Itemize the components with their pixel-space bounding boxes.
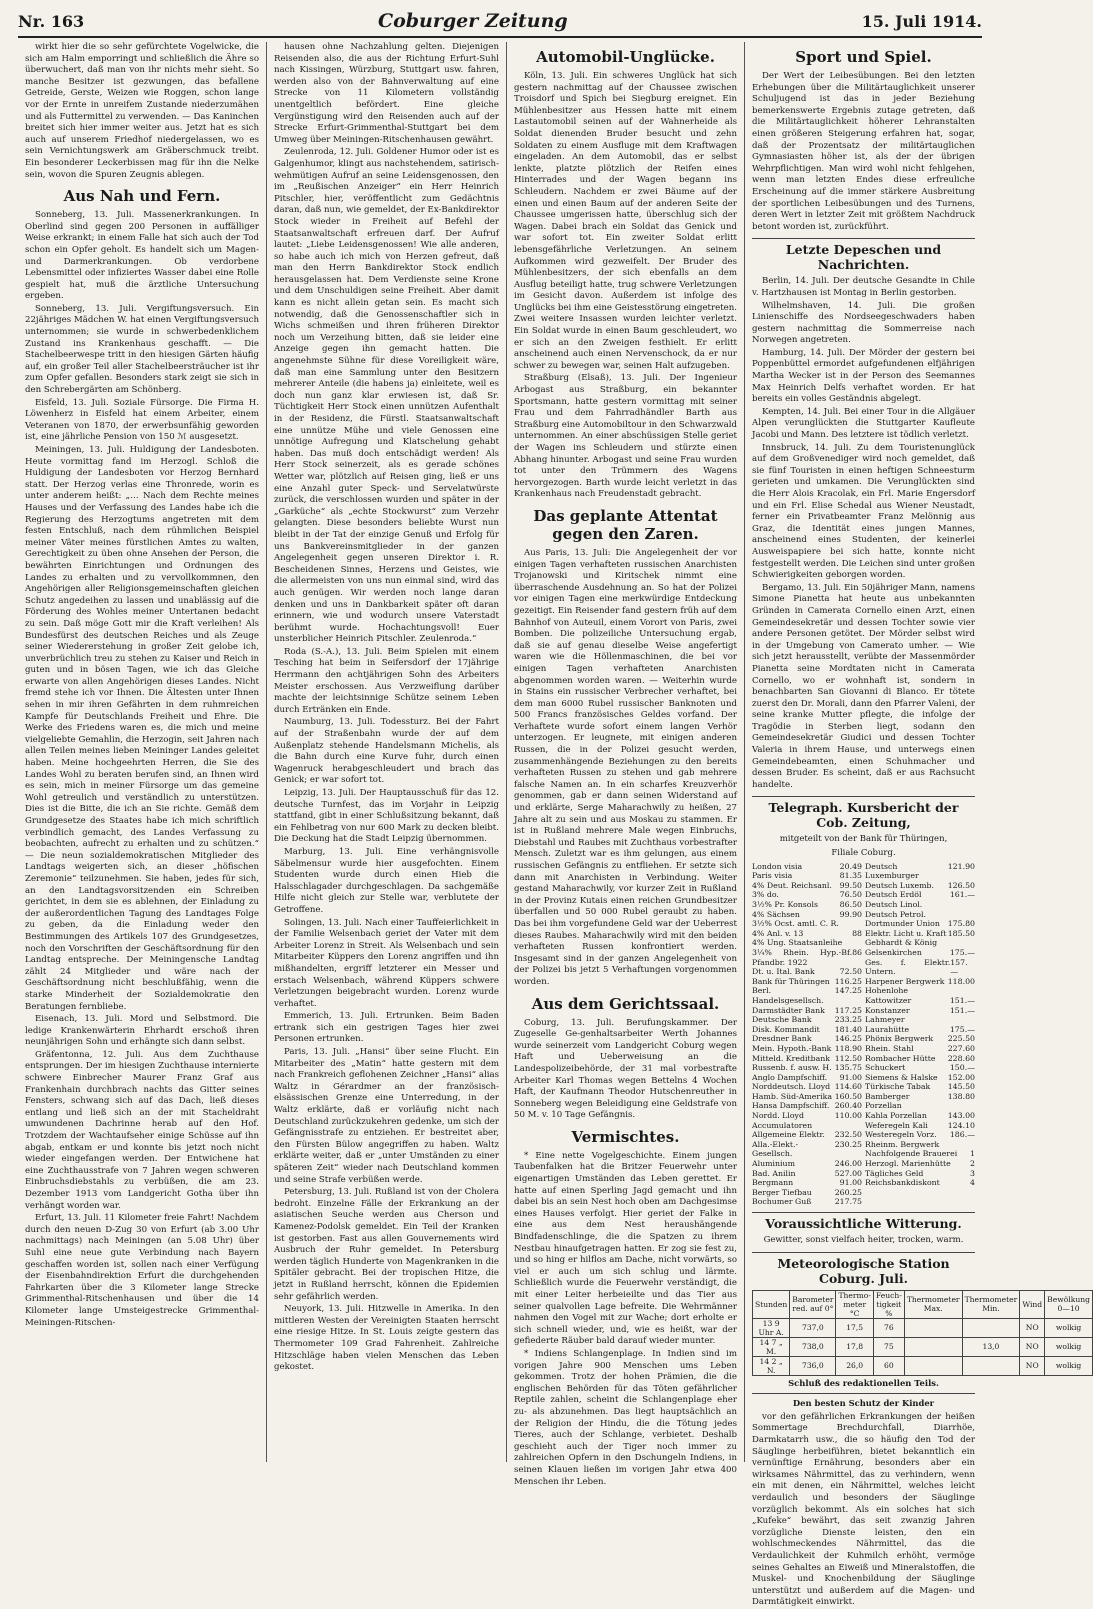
article-text: Petersburg, 13. Juli. Rußland ist von der Cholera bedroht. Einzelne Fälle der Erkrankung an der asiatischen Seuche werden aus Cherson und Kamenez-Podolsk gemeldet. Ein Teil der Kranken ist gestorben. Fast aus allen Gouvernements wird Ausbruch der Ruhr gemeldet. In Petersburg werden täglich Hunderte von Magenkranken in die Spitäler gebracht. Bei der tropischen Hitze, die jetzt in Rußland herrscht, können die Epidemien sehr gefährlich werden. [274,1187,499,1302]
stock-row [752,881,862,891]
stock-name: Bochumer Guß [752,1197,812,1207]
stock-price: 527.00 [834,1168,862,1178]
weather-cell: 14 2 „ N. [753,1356,790,1375]
stock-row [865,1121,975,1131]
stock-name: Bank für Thüringen [752,976,830,986]
stock-name: Hohenlohe [865,986,908,996]
stock-price: 246.00 [834,1159,862,1169]
stock-row [752,967,862,977]
stock-name: Konstanzer [865,1005,910,1015]
article-text: Aus Paris, 13. Juli: Die Angelegenheit der vor einigen Tagen verhafteten russischen Anarchisten Trojanowski und Kiritschek nimmt eine überraschende Ausdehnung an. So hat der Polizei vor einigen Tagen eine merkwürdige Entdeckung gezeitigt. Ein Reisender fand gestern früh auf dem Bahnhof von Auteuil, einem Vorort von Paris, zwei Bomben. Die polizeiliche Untersuchung ergab, daß sie auf genau dieselbe Weise angefertigt waren wie die Höllenmaschinen, die bei vor einigen Tagen verhafteten Anarchisten abgenommen worden waren. — Weiterhin wurde in Stains ein russischer Verbrecher verhaftet, bei dem man 6000 Rubel russischer Banknoten und 500 Francs französisches Geldes vorfand. Der Verhaftete wurde sofort einem langen Verhör unterzogen. Er leugnete, mit einigen anderen Russen, die in der Polizei gesucht werden, zusammenhängende Beziehungen zu den bereits verhafteten Russen zu stehen und gab mehrere falsche Namen an. In ein scharfes Kreuzverhör genommen, gab er dann seinen Widerstand auf und erklärte, Serge Maharachwily zu heißen, 27 Jahre alt zu sein und aus Moskau zu stammen. Er ist in Rußland mehrere Male wegen Einbruchs, Diebstahl und Raubes mit Zuchthaus vorbestrafter Mensch. Zuletzt war es ihm gelungen, aus einem russischen Gefängnis zu entfliehen. Er setzte sich dann mit Anarchisten in Verbindung. Weiter gestand Maharachwily, vor kurzer Zeit in Rußland in der Provinz Kutais einen reichen Grundbesitzer überfallen und 50 000 Rubel geraubt zu haben. Das bei ihm vorgefundene Geld war der Ueberrest dieses Raubes. Maharachwily wird mit den beiden verhafteten Russen konfrontiert werden. Insgesamt sind in der ganzen Angelegenheit von der Polizei bis jetzt 5 Verhaftungen vorgenommen worden. [514,547,737,987]
stock-row [865,1063,975,1073]
stock-name: Laurahütte [865,1024,910,1034]
stock-name: Deutsch Luxemb. [865,880,934,890]
weather-cell: NO [1020,1318,1045,1337]
article-text: Innsbruck, 14. Juli. Zu dem Touristenunglück auf dem Großvenediger wird noch gemeldet, daß sie fünf Touristen in einen heftigen Schneesturm gerieten und umkamen. Die Verunglückten sind die Herr Alois Kracolak, ein Frl. Marie Engersdorf und ein Frl. Elise Schedal aus Wiener Neustadt, ferner ein Privatbeamter Franz Melönnig aus Graz, die Identität eines jungen Mannes, anscheinend eines Studenten, der keinerlei Ausweispapiere bei sich hatte, konnte nicht festgestellt werden. Die Leichen sind unter großen Schwierigkeiten geborgen worden. [752,442,975,581]
stock-price: 145.50 [947,1082,975,1092]
page-number: Nr. 163 [18,11,85,31]
stock-row [752,1006,862,1016]
stock-price: 20.49 [839,861,862,871]
article-text: Wilhelmshaven, 14. Juli. Die großen Linienschiffe des Nordseegeschwaders haben gestern nachmittag die Sommerreise nach Norwegen angetreten. [752,300,975,346]
weather-cell: wolkig [1045,1337,1093,1356]
section-heading: Automobil-Unglücke. [536,48,715,66]
stock-row [752,948,862,967]
columns [18,42,1090,1608]
stock-row [865,986,975,996]
stock-row [865,890,975,900]
stock-name: Mein. Hypoth.-Bank [752,1043,832,1053]
weather-cell: 736,0 [790,1356,836,1375]
stock-price: 181.40 [834,1024,862,1034]
weather-cell [962,1318,1020,1337]
stock-report-heading: Telegraph. Kursbericht der Cob. Zeitung, [752,796,975,830]
divider [752,1393,975,1394]
stock-row [865,1025,975,1035]
section-heading: Das geplante Attentat gegen den Zaren. [533,506,718,543]
stock-name: 4% Ung. Staatsanleihe [752,938,843,948]
stock-name: Rhein. Stahl [865,1043,914,1053]
stock-report-subtitle: mitgeteilt von der Bank für Thüringen, [779,834,948,845]
stock-name: Bergmann [752,1178,794,1188]
section-heading: Aus Nah und Fern. [63,187,221,206]
stock-name: 3½% Pr. Konsols [752,900,818,909]
stock-name: Rombacher Hütte [865,1053,936,1063]
weather-cell: 14 7 „ M. [753,1337,790,1356]
stock-name: Dortmunder Union [865,919,940,929]
stock-row [752,1159,862,1169]
stock-row [865,958,975,977]
stock-row [752,1025,862,1035]
stock-price: 143.00 [947,1111,975,1121]
masthead [18,6,982,36]
stock-price: 118.00 [947,976,975,986]
article-text: Erfurt, 13. Juli. 11 Kilometer freie Fahrt! Nachdem durch den neuen D-Zug 30 von Erfurt (ab 3.00 Uhr nachmittags) nach Meiningen (an 5.08 Uhr) über Suhl eine neue gute Verbindung nach Bayern geschaffen worden ist, sollen nach einer Verfügung der Eisenbahndirektion Erfurt die durchgehenden Fahrkarten über die 3 Kilometer lange Strecke Grimmenthal-Ritschenhausen und über die 14 Kilometer lange Umsteigestrecke Grimmenthal-Meiningen-Ritschen- [25,1213,259,1328]
stock-row [865,1054,975,1064]
stock-row [752,1121,862,1131]
stock-price: 110.00 [834,1111,862,1121]
weather-table-header [753,1290,1093,1318]
stock-name: Hamb. Süd-Amerika [752,1091,833,1101]
stock-row [865,1178,975,1188]
masthead-rule [18,36,982,38]
article-text: Hamburg, 14. Juli. Der Mörder der gestern bei Poppenbüttel ermordet aufgefundenen elfjährigen Martha Wecker ist in der Person des Seemannes Max Heinrich Delfs verhaftet worden. Er hat bereits ein volles Geständnis abgelegt. [752,347,975,405]
weather-cell [904,1337,962,1356]
stock-price: 86 [852,947,862,957]
weather-cell: 13 9 Uhr A. [753,1318,790,1337]
article-text: * Indiens Schlangenplage. In Indien sind im vorigen Jahre 900 Menschen ums Leben gekommen. Trotz der hohen Prämien, die die englischen Behörden für das Töten gefährlicher Reptile zahlen, scheint die Schlangenplage eher zu- als abzunehmen. Das liegt hauptsächlich an der Religion der Hindu, die die Tötung jedes Tieres, auch der Schlange, verbietet. Deshalb geschieht auch der Tiger noch immer zu zahlreichen Opfern in den Dschungeln Indiens, in seinen Klauen ließen im vorigen Jahr etwa 400 Menschen ihr Leben. [514,1348,737,1487]
article-text: wirkt hier die so sehr gefürchtete Vogelwicke, die sich am Halm emporringt und schließlich die Ähre so überwuchert, daß man von ihr nichts mehr sieht. So manche Besitzer ist gezwungen, das befallene Getreide, Gerste, Weizen wie Roggen, schon lange vor der Ernte in unreifem Zustande niederzumähen und als Futtermittel zu verwenden. — Das Kaninchen breitet sich hier immer weiter aus. Jetzt hat es sich auch auf unserem Friedhof niedergelassen, wo es sein Vernichtungswerk am Gräberschmuck treibt. Ein besonderer Leckerbissen mag für ihn die Nelke sein, wovon die Spuren Zeugnis ablegen. [25,42,259,180]
article-text: Paris, 13. Juli. „Hansi“ über seine Flucht. Ein Mitarbeiter des „Matin“ hatte gestern mit dem nach Frankreich geflohenen Zeichner „Hansi“ alias Waltz in Gérardmer an der französisch-elsässischen Grenze eine Unterredung, in der Waltz erklärte, daß er vorläufig nicht nach Deutschland zurückzukehren gedenke, um sich der Gefängnisstrafe zu entziehen. Er bestreitet aber, den Fürsten Bülow angegriffen zu haben. Waltz erklärte weiter, daß er „unter Umständen zu einer späteren Zeit“ wieder nach Deutschland kommen und seine Strafe verbüßen werde. [274,1047,499,1185]
stock-row [752,929,862,939]
weather-cell [904,1318,962,1337]
stock-name: London visia [752,861,803,871]
stock-price: 91.00 [839,1072,862,1082]
weather-row [753,1337,1093,1356]
weather-cell: wolkig [1045,1318,1093,1337]
stock-name: Accumulatoren [752,1120,813,1130]
stock-name: Nachfolgende Brauerei [865,1149,958,1159]
editorial-end-note: Schluß des redaktionellen Teils. [788,1377,939,1388]
stock-row [865,977,975,987]
stock-row [865,929,975,939]
weather-column-header: Barometer red. auf 0° [790,1290,836,1318]
article-text: Eisfeld, 13. Juli. Soziale Fürsorge. Die Firma H. Löwenherz in Eisfeld hat einem Arbeiter, einem Veteranen von 1870, der erwerbsunfähig geworden ist, eine jährliche Pension von 150 ℳ ausgesetzt. [25,397,259,443]
stock-row [865,1159,975,1169]
weather-table-body [753,1318,1093,1375]
article-text: Eisenach, 13. Juli. Mord und Selbstmord. Die ledige Krankenwärterin Ehrhardt erschoß ihren neunjährigen Sohn und erhängte sich dann selbst. [25,1014,259,1048]
stock-name: Schuckert [865,1063,906,1073]
stock-row [752,1188,862,1198]
stock-row [865,1034,975,1044]
stock-report-table [752,862,975,1207]
stock-row [752,938,862,948]
stock-name: Nordd. Lloyd [752,1111,804,1121]
column-3 [506,42,744,1487]
section-heading: Vermischtes. [571,1127,680,1146]
stock-name: Herzogl. Marienhütte [865,1159,951,1169]
stock-price: 1 [970,1149,975,1159]
weather-column-header: Thermometer Max. [904,1290,962,1318]
stock-row [752,1130,862,1140]
stock-price: 186.— [949,1130,975,1140]
stock-name: Tägliches Geld [865,1168,924,1178]
stock-price: 135.75 [834,1063,862,1073]
stock-price: 2 [970,1159,975,1169]
stock-price: 121.90 [947,861,975,871]
stock-price: 88 [852,928,862,938]
stock-name: Elektr. Licht u. Kraft [865,928,947,938]
weather-forecast: Gewitter, sonst vielfach heiter, trocken, warm. [763,1235,964,1245]
weather-cell: NO [1020,1337,1045,1356]
section-heading: Sport und Spiel. [795,48,932,66]
column-1 [18,42,266,1462]
stock-price: 114.60 [834,1082,862,1092]
article-text: Sonneberg, 13. Juli. Massenerkrankungen. In Oberlind sind gegen 200 Personen in auffälliger Weise erkrankt; in einem Falle hat sich auch der Tod schon ein Opfer geholt. Es handelt sich um Magen- und Darmerkrankungen. Ob verdorbene Lebensmittel oder infiziertes Wasser dabei eine Rolle gespielt hat, muß die ärztliche Untersuchung ergeben. [25,210,259,302]
stock-price: 151.— [949,1005,975,1015]
stock-price: 227.60 [947,1043,975,1053]
section-heading: Aus dem Gerichtssaal. [531,994,720,1013]
stock-row [865,862,975,881]
stock-price: 260.40 [834,1101,862,1111]
stock-row [752,1169,862,1179]
article-text: Emmerich, 13. Juli. Ertrunken. Beim Baden ertrank sich ein gestrigen Tages hier zwei Personen ertrunken. [274,1011,499,1045]
article-text: Marburg, 13. Juli. Eine verhängnisvolle Säbelmensur wurde hier ausgefochten. Einem Studenten wurde durch einen Hieb die Halsschlagader durchgeschlagen. Da sachgemäße Hilfe nicht gleich zur Stelle war, verblutete der Getroffene. [274,846,499,915]
stock-price: 72.50 [839,967,862,977]
stock-price: 232.50 [834,1130,862,1140]
article-text: Leipzig, 13. Juli. Der Hauptausschuß für das 12. deutsche Turnfest, das im Vorjahr in Leipzig stattfand, gibt in einer Schlußsitzung bekannt, daß ein Fehlbetrag von nur 600 Mark zu decken bleibt. Die Deckung hat die Stadt Leipzig übernommen. [274,788,499,845]
weather-column-header: Wind [1020,1290,1045,1318]
stock-price: 175.— [949,1024,975,1034]
stock-price: 146.25 [834,1034,862,1044]
stock-row [865,1140,975,1150]
stock-row [752,986,862,1005]
stock-row [865,996,975,1006]
article-text: Naumburg, 13. Juli. Todessturz. Bei der Fahrt auf der Straßenbahn wurde der auf dem Außenplatz stehende Handelsmann Michelis, als die Bahn durch eine Kurve fuhr, durch einen Wagenruck herabgeschleudert und brach das Genick; er war sofort tot. [274,717,499,786]
stock-name: Alla.-Elekt.-Gesellsch. [752,1139,799,1159]
stock-name: Disk. Kommandit [752,1024,820,1034]
stock-row [865,1044,975,1054]
stock-price: 228.60 [947,1053,975,1063]
stock-name: Deutsche Bank [752,1015,812,1025]
stock-price: 112.50 [834,1053,862,1063]
weather-column-header: Bewölkung 0—10 [1045,1290,1093,1318]
article-text: Berlin, 14. Juli. Der deutsche Gesandte in Chile v. Hartzhausen ist Montag in Berlin gestorben. [752,276,975,298]
stock-row [752,1178,862,1188]
weather-cell: 17,8 [836,1337,873,1356]
stock-price: 175.80 [947,919,975,929]
stock-row [752,977,862,987]
stock-row [752,1063,862,1073]
stock-name: Türkische Tabak [865,1082,931,1092]
stock-price: 118.90 [834,1043,862,1053]
stock-price: 230.25 [834,1139,862,1149]
stock-price: 233.25 [834,1015,862,1025]
weather-column-header: Thermo-meter °C [836,1290,873,1318]
stock-name: Darmstädter Bank [752,1005,825,1015]
stock-row [865,1149,975,1159]
issue-date: 15. Juli 1914. [861,11,982,31]
stock-name: Bad. Anilin [752,1168,796,1178]
stock-row [752,1111,862,1121]
stock-name: Deutsch Petrol. [865,909,926,919]
article-text: Bergamo, 13. Juli. Ein 50jähriger Mann, namens Simone Pianetta hat heute aus unbekannten Gründen in Camerata Cornello einen Arzt, einen Gemeindesekretär und dessen Tochter sowie vier andere Personen getötet. Der Mörder selbst wird in der Umgebung von Camerato umher. — Wie sich jetzt herausstellt, verübte der Massenmörder Pianetta seine Mordtaten nicht in Camerata Cornello, wo er wohnhaft ist, sondern in benachbarten San Giovanni di Blanco. Er tötete zuerst den Dr. Morali, dann den Pfarrer Valeni, der seine kranke Mutter pflegte, die infolge der Tragödie in Sterben liegt, sodann den Gemeindesekretär Giudici und dessen Tochter Valeria in ihrem Hause, und unterwegs einen Gemeindebeamten, einen Schuhmacher und dessen Bruder. Es scheint, daß er aus Rachsucht handelte. [752,582,975,790]
stock-row [865,938,975,948]
stock-name: Norddeutsch. Lloyd [752,1082,831,1092]
stock-name: Rheinm. Bergwerk [865,1139,940,1149]
article-text: Roda (S.-A.), 13. Juli. Beim Spielen mit einem Tesching hat beim in Seifersdorf der 17jährige Herrmann den achtjährigen Sohn des Arbeiters Meister erschossen. Aus Verzweiflung darüber machte der leichtsinnige Schütze seinem Leben durch Ertränken ein Ende. [274,646,499,715]
advert-text: vor den gefährlichen Erkrankungen der heißen Sommertage Brechdurchfall, Diarrhöe, Darmkatarrh usw., die so häufig den Tod der Säuglinge herbeiführen, bietet bekanntlich ein vernünftige Ernährung, besonders aber ein wirksames Nährmittel, das zu verhindern, wenn ein mit denen, ein Nährmittel, welches leicht verdaulich und besonders der Säuglinge vorzüglich bekommt. Als ein solches hat sich „Kufeke“ bewährt, das seit zwanzig Jahren vorzügliche Dienste leisten, den ein wohlschmeckendes Nährmittel, das die Verdaulichkeit der Kuhmilch erhöht, vermöge seines Gehaltes an Eiweiß und Mineralstoffen, die Muskel- und Knochenbildung der Säuglinge unterstützt und außerdem auf die Magen- und Darmtätigkeit einwirkt. [752,1411,975,1608]
stock-price: 126.50 [947,880,975,890]
stock-name: Mitteld. Kreditbank [752,1053,830,1063]
stock-list-left [752,862,862,1207]
article-text: Kempten, 14. Juli. Bei einer Tour in die Allgäuer Alpen verunglückten die Stuttgarter Kaufleute Jacobi und Mann. Des letztere ist tödlich verletzt. [752,406,975,441]
weather-cell: 17,5 [836,1318,873,1337]
section-heading: Meteorologische Station Coburg. Juli. [752,1252,975,1286]
stock-row [865,1073,975,1083]
stock-name: Ges. f. Elektr. Untern. [865,957,951,977]
article-text: * Eine nette Vogelgeschichte. Einem jungen Taubenfalken hat die Britzer Feuerwehr unter eigenartigen Umständen das Leben gerettet. Er hatte auf einen Sperling Jagd gemacht und ihn dabei bis an sein Nest hoch oben am Dachgesimse eines Hauses verfolgt. Hier geriet der Falke in eine aus dem Nest heraushängende Bindfadenschlinge, die die Spatzen zu ihrem Nestbau hinaufgetragen hatten. Er zog sie fest zu, und so hing er hilflos am Dache, nicht vorwärts, so viel er auch um sich schlug und lärmte. Schließlich wurde die Feuerwehr verständigt, die mit einer Leiter herbeieilte und das Tier aus seiner qualvollen Lage befreite. Die Wehrmänner nahmen den Vogel mit zur Wache; dort erholte er sich schnell wieder, und, wie es heißt, war der gefiederte Räuber bald darauf wieder munter. [514,1150,737,1347]
stock-price: 116.25 [834,976,862,986]
stock-name: Dresdner Bank [752,1034,812,1044]
stock-name: Reichsbankdiskont [865,1178,940,1188]
stock-row [752,871,862,881]
article-text: Sonneberg, 13. Juli. Vergiftungsversuch. Ein 22jähriges Mädchen W. hat einen Vergiftungsversuch unternommen; sie wurde in schwerbedenklichem Zustand ins Krankenhaus geschafft. — Die Stachelbeerwespe tritt in den hiesigen Gärten häufig auf, ein großer Teil aller Stachelbeersträucher ist ihr zum Opfer gefallen. Besonders stark zeigt sie sich in den Schrebergärten am Schönberg. [25,303,259,396]
stock-price: 86.50 [839,900,862,909]
stock-name: Lahmeyer [865,1015,905,1025]
column-2 [266,42,506,1462]
weather-cell: 738,0 [790,1337,836,1356]
column-4 [744,42,1090,1608]
weather-cell [962,1356,1020,1375]
stock-price: 152.00 [947,1072,975,1082]
stock-name: Kattowitzer [865,995,912,1005]
stock-name: Bamberger Porzellan [865,1091,910,1111]
article-text: Köln, 13. Juli. Ein schweres Unglück hat sich gestern nachmittag auf der Chaussee zwischen Troisdorf und Spich bei Siegburg ereignet. Ein Mühlenbesitzer aus Hessen hatte mit einem Lastautomobil seinen auf der Wahnerheide als Soldat dienenden Bruder besucht und zehn Soldaten zu einem Ausfluge mit dem Kraftwagen eingeladen. An dem Automobil, das er selbst lenkte, platzte plötzlich der Reifen eines Hinterrades und der Wagen begann ins Schleudern. Nachdem er zwei Bäume auf der einen und einen Baum auf der anderen Seite der Chaussee umgerissen hatte, überschlug sich der Wagen. Dabei brach ein Soldat das Genick und war sofort tot. Ein zweiter Soldat erlitt lebensgefährliche Verletzungen. An seinem Aufkommen wird gezweifelt. Der Bruder des Mühlenbesitzers, der sich ebenfalls an dem Ausflug beteiligt hatte, trug schwere Verletzungen im Gesicht davon. Außerdem ist infolge des Unglücks bei ihm eine Geistesstörung eingetreten. Zwei weitere Insassen wurden leichter verletzt. Ein Soldat wurde in einen Baum geschleudert, wo er sich an den Zweigen festhielt. Er erlitt anscheinend auch einen Nervenschock, da er nur schwer zu bewegen war, seinen Halt aufzugeben. [514,71,737,371]
article-text: hausen ohne Nachzahlung gelten. Diejenigen Reisenden also, die aus der Richtung Erfurt-Suhl nach Kissingen, Würzburg, Stuttgart usw. fahren, werden also von der Bahnverwaltung auf eine Strecke von 11 Kilometern vollständig unentgeltlich befördert. Eine gleiche Vergünstigung wird den Reisenden auch auf der Strecke Erfurt-Grimmenthal-Stuttgart bei dem Umweg über Meiningen-Ritschenhausen gewährt. [274,42,499,145]
stock-name: Deutsch Erdöl [865,890,922,900]
stock-row [752,1015,862,1025]
article-text: Straßburg (Elsaß), 13. Juli. Der Ingenieur Arbogast aus Straßburg, ein bekannter Sportsmann, hatte gestern vormittag mit seiner Frau und dem Fahrradhändler Barth aus Straßburg eine Automobiltour in den Schwarzwald unternommen. An einer abschüssigen Stelle geriet der Wagen ins Schleudern und stürzte einen Abhang hinunter. Arbogast und seine Frau wurden tot unter den Trümmern des Wagens hervorgezogen. Barth wurde leicht verletzt in das Krankenhaus nach Freudenstadt gebracht. [514,373,737,500]
stock-row [752,1054,862,1064]
section-heading: Voraussichtliche Witterung. [752,1212,975,1231]
stock-row [865,900,975,910]
stock-price: 175.— [949,947,975,957]
stock-name: Westeregeln Vorz. [865,1130,937,1140]
stock-name: Berger Tiefbau [752,1187,812,1197]
stock-price: 151.— [949,995,975,1005]
stock-row [865,910,975,920]
stock-name: 3% do. [752,890,779,900]
stock-price: 81.35 [839,871,862,881]
stock-price: 99.50 [839,880,862,890]
stock-price: 76.50 [839,890,862,900]
stock-row [752,1073,862,1083]
weather-row [753,1356,1093,1375]
stock-row [752,1082,862,1092]
stock-row [752,1034,862,1044]
stock-price: 91.00 [839,1178,862,1188]
stock-row [752,1092,862,1102]
article-text: Neuyork, 13. Juli. Hitzwelle in Amerika. In den mittleren Westen der Vereinigten Staaten herrscht eine riesige Hitze. In St. Louis zeigte gestern das Thermometer 109 Grad Fahrenheit. Zahlreiche Hitzschläge haben vielen Menschen das Leben gekostet. [274,1304,499,1373]
weather-cell: 76 [873,1318,904,1337]
advert-heading: Den besten Schutz der Kinder [792,1398,935,1409]
stock-price: 260.25 [834,1187,862,1197]
stock-name: Kahla Porzellan [865,1111,927,1121]
article-text: Gräfentonna, 12. Juli. Aus dem Zuchthause entsprungen. Der im hiesigen Zuchthause internierte schwere Einbrecher Maurer Franz Graf aus Frankenhain durchbrach nachts das Gitter seines Fensters, schwang sich auf das Dach, ließ dieses entlang und ließ sich an der mit Stacheldraht umwundenen Dachrinne herab auf den Hof. Trotzdem der Wachtaufseher einige Schüsse auf ihn abgab, entkam er und konnte bis jetzt noch nicht wieder eingefangen werden. Der Entwichene hat eine Zuchthausstrafe von 7 Jahren wegen schweren Einbruchsdiebstahls zu verbüßen, die am 23. Dezember 1913 vom Landgericht Gotha über ihn verhängt worden war. [25,1049,259,1211]
stock-price: 185.50 [947,928,975,938]
stock-name: Gelsenkirchen [865,947,922,957]
stock-name: 3¼% Rhein. Hyp.-Bf. Pfandbr. 1922 [752,947,853,967]
weather-row [753,1318,1093,1337]
section-heading: Letzte Depeschen und Nachrichten. [752,238,975,272]
stock-row [865,1015,975,1025]
stock-name: Berl. Handelsgesellsch. [752,986,824,1005]
stock-name: Weferegeln Kali [865,1120,928,1130]
stock-price: 160.50 [834,1091,862,1101]
stock-price: 99.90 [839,909,862,919]
weather-cell: 26,0 [836,1356,873,1375]
stock-price: 138.80 [947,1091,975,1101]
stock-name: Russenb. f. ausw. H. [752,1063,832,1073]
weather-column-header: Stunden [753,1290,790,1318]
weather-cell: 737,0 [790,1318,836,1337]
stock-name: Aluminium [752,1159,795,1169]
stock-row [865,1169,975,1179]
stock-row [865,1130,975,1140]
stock-row [865,1082,975,1092]
stock-row [752,890,862,900]
stock-name: Paris visia [752,871,793,881]
stock-price: 217.75 [834,1197,862,1207]
stock-row [752,910,862,920]
stock-row [865,948,975,958]
stock-row [865,919,975,929]
weather-column-header: Thermometer Min. [962,1290,1020,1318]
weather-cell: 60 [873,1356,904,1375]
stock-name: 4% Sächsen [752,909,800,919]
stock-row [752,900,862,910]
stock-name: Allgemeine Elektr. [752,1130,825,1140]
stock-price: 161.— [949,890,975,900]
stock-row [752,919,862,929]
newspaper-name: Coburger Zeitung [377,10,568,32]
weather-cell: wolkig [1045,1356,1093,1375]
stock-price: 147.25 [834,986,862,996]
stock-row [865,881,975,891]
stock-list-right [865,862,975,1207]
stock-row [752,1044,862,1054]
stock-price: 225.50 [947,1034,975,1044]
stock-name: Siemens & Halske [865,1072,938,1082]
weather-cell [904,1356,962,1375]
stock-row [865,1092,975,1111]
stock-price: 150.— [949,1063,975,1073]
stock-price: 3 [970,1168,975,1178]
stock-name: Hansa Dampfschiff. [752,1101,830,1111]
stock-name: Deutsch Luxemburger [865,861,919,881]
stock-name: Harpener Bergwerk [865,976,945,986]
weather-cell: 13,0 [962,1337,1020,1356]
stock-row [865,1111,975,1121]
stock-report-subtitle: Filiale Coburg. [831,848,896,859]
stock-row [752,1140,862,1159]
weather-table [752,1290,1093,1376]
stock-name: Deutsch Linol. [865,900,923,909]
stock-row [865,1006,975,1016]
stock-name: 3½% Ocst. amtl. C. R. [752,919,839,929]
weather-column-header: Feuch-tigkeit % [873,1290,904,1318]
weather-cell: 75 [873,1337,904,1356]
article-text: Der Wert der Leibesübungen. Bei den letzten Erhebungen über die Militärtauglichkeit unserer Schuljugend ist das in jeder Beziehung bemerkenswerte Ergebnis zutage getreten, daß die Militärtauglichkeit höherer Lehranstalten einen größeren Steigerung erfahren hat, sogar, daß der Prozentsatz der militärtauglichen Gymnasiasten höher ist, als der der übrigen Wehrpflichtigen. Man wird wohl nicht fehlgehen, wenn man letzten Endes diese erfreuliche Erscheinung auf die immer stärkere Ausbreitung der sportlichen Leibesübungen und des Turnens, deren Wert in letzter Zeit mit größtem Nachdruck betont worden ist, zurückführt. [752,71,975,232]
article-text: Solingen, 13. Juli. Nach einer Tauffeierlichkeit in der Familie Welsenbach geriet der Vater mit dem Arbeiter Lorenz in Streit. Als Welsenbach und sein Mitarbeiter Küppers den Lorenz angriffen und ihn mißhandelten, ergriff letzterer ein Messer und erstach Welsenbach, während Küppers schwere Verletzungen beigebracht wurden. Lorenz wurde verhaftet. [274,917,499,1009]
article-text: Coburg, 13. Juli. Berufungskammer. Der Zugeselle Ge-genhaltsarbeiter Werth Johannes wurde seinerzeit vom Landgericht Coburg wegen Haft und Ueberweisung an die Landespolizeibehörde, der 31 mal vorbestrafte Arbeiter Karl Thomas wegen Bettelns 4 Wochen Haft, der Kaufmann Theodor Hutschenreuther in Sonneberg wegen Beleidigung eine Geldstrafe von 50 M. v. 10 Tage Gefängnis. [514,1017,737,1121]
stock-name: Dt. u. Ital. Bank [752,967,815,977]
stock-price: 4 [970,1178,975,1188]
weather-cell: NO [1020,1356,1045,1375]
stock-name: Phönix Bergwerk [865,1034,934,1044]
stock-price: 157.— [950,957,968,977]
article-text: Meiningen, 13. Juli. Huldigung der Landesboten. Heute vormittag fand im Herzogl. Schloß die Huldigung der Landesboten vor Herzog Bernhard statt. Der Herzog verlas eine Thronrede, worin es unter anderem heißt: „… Nach dem Rechte meines Hauses und der Verfassung des Landes habe ich die Regierung des Herzogtums angetreten mit dem festen Entschluß, nach dem rühmlichen Beispiel meiner Väter meines fürstlichen Amtes zu walten, Gerechtigkeit zu üben ohne Ansehen der Person, die bewährten Einrichtungen und Ordnungen des Landes zu erhalten und zu vervollkommnen, den Angehörigen aller Religionsgemeinschaften gleichen Schutz angedeihen zu lassen und unablässig auf die Förderung des Wohles meiner Untertanen bedacht zu sein. Daß möge Gott mir die Kraft verleihen! Als Bundesfürst des deutschen Reiches und als Zeuge seiner Wiedererstehung in großer Zeit gelobe ich, unverbrüchlich treu zu stehen zu Kaiser und Reich in guten und in bösen Tagen, wie ich das Gleiche erwarte von allen Angehörigen dieses Landes. Nicht fremd stehe ich vor Ihnen. Die Ältesten unter Ihnen sehen in mir ihren Gefährten in dem ruhmreichen Kampfe für Deutschlands Freiheit und Ehre. Die Werke des Friedens waren es, die mich und meine vielgeliebte Gemahlin, die Herzogin, seit Jahren nach allen Teilen meines lieben Meininger Landes geleitet haben. Meine hochgeehrten Herren, die Sie des Landes Wohl zu beraten berufen sind, an Ihnen wird es sein, mich in meiner Fürsorge um das gemeine Wohl getreulich und verständlich zu unterstützen. Dies ist die Bitte, die ich an Sie richte. Gemäß dem Grundgesetze des Staates habe ich mich schriftlich verbindlich gemacht, des Landes Verfassung zu beobachten, aufrecht zu erhalten und zu schützen.“ — Die neun sozialdemokratischen Mitglieder des Landtags weigerten sich, an dieser „höfischen Zeremonie“ teilzunehmen. Sie haben, jedes für sich, an den Landtagsvorsitzenden ein Schreiben gerichtet, in dem sie es ablehnen, der Einladung zu der außerordentlichen Tagung des Landtages Folge zu geben, da die Einladung weder den Bestimmungen des Artikels 107 des Grundgesetzes, noch den Vorschriften der Geschäftsordnung für den Landtag entspreche. Der Meiningensche Landtag zählt 24 Mitglieder und wäre nach der Geschäftsordnung nicht beschlußfähig, wenn die starke Minderheit der Sozialdemokratie den Beratungen fernbliebe. [25,445,259,1012]
stock-name: Anglo Dampfschiff. [752,1072,828,1082]
stock-row [752,1197,862,1207]
stock-name: 4% Deut. Reichsanl. [752,880,832,890]
stock-price: 117.25 [834,1005,862,1015]
stock-row [752,1101,862,1111]
stock-price: 124.10 [947,1120,975,1130]
stock-row [752,862,862,872]
stock-name: Gebhardt & König [865,938,938,948]
stock-name: 4% Anl. v. 13 [752,928,804,938]
article-text: Zeulenroda, 12. Juli. Goldener Humor oder ist es Galgenhumor, klingt aus nachstehendem, satirisch-wehmütigen Aufruf an seine Leidensgenossen, den im „Reußischen Anzeiger“ ein Herr Heinrich Pitschler, hier, veröffentlicht zum Gedächtnis daran, daß nun, wie gemeldet, der Ex-Bankdirektor Stock wieder in Freiheit auf Befehl der Staatsanwaltschaft erfreuen darf. Der Aufruf lautet: „Liebe Leidensgenossen! Wie alle anderen, so habe auch ich mich von Herzen gefreut, daß man den Herrn Bankdirektor Stock endlich herausgelassen hat. Dem Verdienste seine Krone und dem Unschuldigen seine Freiheit. Aber damit kann es nicht allein getan sein. Es macht sich notwendig, daß die Genossenschaftler sich in Wichs schmeißen und ihren früheren Direktor noch um Verzeihung bitten, daß sie leider eine Anzeige gegen ihn gemacht hatten. Die angenehmste Sühne für diese Voreiligkeit wäre, daß man eine Sammlung unter den Besitzern mehrerer Anteile (die habens ja) einleitete, weil es doch nun ganz klar erwiesen ist, daß Sr. Tüchtigkeit Herr Stock einen unnützen Aufenthalt in der Residenz, die Fürstl. Staatsanwaltschaft eine unnütze Mühe und viele Genossen eine unnötige Aufregung und Klatschelung gehabt haben. Das muß doch entschädigt werden! Als Herr Stock seinerzeit, als es gerade schönes Wetter war, plötzlich auf Reisen ging, ließ er uns eine Anzahl guter Speck- und Servelatwürste zurück, die verschlossen wurden und später in der „Garküche“ als „echte Stockwurst“ zum Verzehr gelangten. Diese besonders beliebte Wurst nun bleibt in der Tat der einzige Genuß und Erfolg für uns Bankvereinsmitglieder in der ganzen Angelegenheit gegen unseren Direktor i. R. Bescheidenen Sinnes, Herzens und Geistes, wie die allermeisten von uns nun einmal sind, wird das auch genügen. Wir werden noch lange daran denken und uns in Dankbarkeit später oft daran erinnern, wie und wodurch unsere Vaterstadt berühmt wurde. Hochachtungsvoll! Euer unsterblicher Heinrich Pitschler. Zeulenroda.“ [274,147,499,645]
